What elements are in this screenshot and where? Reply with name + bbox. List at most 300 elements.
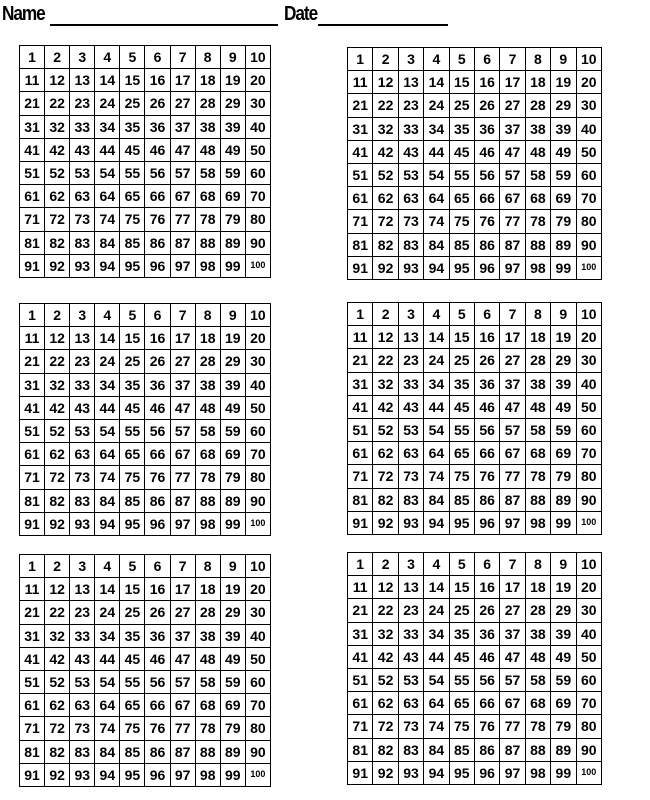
number-cell[interactable]: 31	[20, 624, 45, 647]
number-cell[interactable]: 68	[525, 187, 550, 210]
number-cell[interactable]: 25	[120, 92, 145, 115]
number-cell[interactable]: 5	[120, 304, 145, 327]
number-cell[interactable]: 45	[120, 138, 145, 161]
number-cell[interactable]: 43	[398, 645, 423, 668]
number-cell[interactable]: 100	[576, 511, 601, 534]
number-cell[interactable]: 49	[551, 140, 576, 163]
number-cell[interactable]: 92	[373, 761, 398, 784]
number-cell[interactable]: 66	[474, 442, 499, 465]
number-cell[interactable]: 57	[500, 418, 525, 441]
number-cell[interactable]: 56	[145, 670, 170, 693]
number-cell[interactable]: 86	[474, 488, 499, 511]
number-cell[interactable]: 65	[449, 187, 474, 210]
number-cell[interactable]: 72	[373, 210, 398, 233]
number-cell[interactable]: 79	[551, 715, 576, 738]
number-cell[interactable]: 72	[373, 715, 398, 738]
number-cell[interactable]: 49	[220, 647, 245, 670]
number-cell[interactable]: 28	[525, 349, 550, 372]
number-cell[interactable]: 11	[20, 578, 45, 601]
number-cell[interactable]: 66	[145, 443, 170, 466]
number-cell[interactable]: 75	[449, 715, 474, 738]
number-cell[interactable]: 98	[195, 763, 220, 786]
number-cell[interactable]: 2	[373, 553, 398, 576]
number-cell[interactable]: 1	[348, 303, 373, 326]
number-cell[interactable]: 84	[95, 740, 120, 763]
number-cell[interactable]: 70	[576, 692, 601, 715]
number-cell[interactable]: 63	[70, 185, 95, 208]
number-cell[interactable]: 54	[95, 161, 120, 184]
number-cell[interactable]: 82	[373, 488, 398, 511]
number-cell[interactable]: 85	[449, 488, 474, 511]
number-cell[interactable]: 14	[95, 578, 120, 601]
number-cell[interactable]: 19	[220, 327, 245, 350]
number-cell[interactable]: 71	[348, 715, 373, 738]
number-cell[interactable]: 74	[424, 210, 449, 233]
number-cell[interactable]: 86	[145, 489, 170, 512]
number-cell[interactable]: 70	[576, 187, 601, 210]
number-cell[interactable]: 33	[70, 373, 95, 396]
number-cell[interactable]: 74	[95, 208, 120, 231]
number-cell[interactable]: 79	[220, 466, 245, 489]
number-cell[interactable]: 20	[576, 326, 601, 349]
number-cell[interactable]: 23	[70, 92, 95, 115]
number-cell[interactable]: 64	[424, 187, 449, 210]
number-cell[interactable]: 4	[95, 555, 120, 578]
number-cell[interactable]: 30	[576, 599, 601, 622]
number-cell[interactable]: 9	[220, 555, 245, 578]
number-cell[interactable]: 32	[45, 373, 70, 396]
number-cell[interactable]: 67	[500, 692, 525, 715]
number-cell[interactable]: 23	[70, 350, 95, 373]
number-cell[interactable]: 48	[195, 647, 220, 670]
number-cell[interactable]: 80	[576, 715, 601, 738]
number-cell[interactable]: 59	[551, 418, 576, 441]
number-cell[interactable]: 11	[348, 326, 373, 349]
number-cell[interactable]: 88	[195, 489, 220, 512]
number-cell[interactable]: 22	[45, 350, 70, 373]
number-cell[interactable]: 20	[576, 576, 601, 599]
number-cell[interactable]: 2	[373, 303, 398, 326]
date-blank-line[interactable]	[318, 24, 448, 26]
number-cell[interactable]: 41	[20, 138, 45, 161]
number-cell[interactable]: 78	[525, 210, 550, 233]
number-cell[interactable]: 69	[220, 694, 245, 717]
number-cell[interactable]: 2	[45, 555, 70, 578]
number-cell[interactable]: 43	[70, 647, 95, 670]
number-cell[interactable]: 41	[348, 140, 373, 163]
number-cell[interactable]: 44	[95, 138, 120, 161]
number-cell[interactable]: 87	[170, 231, 195, 254]
number-cell[interactable]: 28	[195, 92, 220, 115]
number-cell[interactable]: 43	[70, 396, 95, 419]
number-cell[interactable]: 97	[170, 254, 195, 277]
number-cell[interactable]: 17	[170, 69, 195, 92]
number-cell[interactable]: 26	[474, 94, 499, 117]
number-cell[interactable]: 75	[449, 210, 474, 233]
number-cell[interactable]: 100	[245, 512, 270, 535]
number-cell[interactable]: 19	[551, 71, 576, 94]
number-cell[interactable]: 29	[551, 349, 576, 372]
number-cell[interactable]: 96	[145, 512, 170, 535]
number-cell[interactable]: 41	[348, 395, 373, 418]
number-cell[interactable]: 75	[120, 466, 145, 489]
number-cell[interactable]: 46	[474, 395, 499, 418]
number-cell[interactable]: 32	[45, 624, 70, 647]
number-cell[interactable]: 23	[398, 349, 423, 372]
number-cell[interactable]: 18	[525, 576, 550, 599]
number-cell[interactable]: 39	[220, 624, 245, 647]
number-cell[interactable]: 59	[551, 668, 576, 691]
number-cell[interactable]: 75	[449, 465, 474, 488]
number-cell[interactable]: 50	[576, 395, 601, 418]
number-cell[interactable]: 95	[120, 512, 145, 535]
number-cell[interactable]: 57	[170, 670, 195, 693]
number-cell[interactable]: 12	[373, 576, 398, 599]
number-cell[interactable]: 42	[45, 647, 70, 670]
number-cell[interactable]: 42	[373, 140, 398, 163]
number-cell[interactable]: 69	[220, 443, 245, 466]
number-cell[interactable]: 19	[220, 578, 245, 601]
number-cell[interactable]: 66	[145, 185, 170, 208]
number-cell[interactable]: 83	[70, 231, 95, 254]
number-cell[interactable]: 78	[525, 715, 550, 738]
number-cell[interactable]: 35	[449, 117, 474, 140]
number-cell[interactable]: 85	[120, 231, 145, 254]
number-cell[interactable]: 94	[95, 512, 120, 535]
number-cell[interactable]: 51	[348, 163, 373, 186]
number-cell[interactable]: 76	[145, 208, 170, 231]
number-cell[interactable]: 15	[449, 71, 474, 94]
number-cell[interactable]: 42	[45, 138, 70, 161]
number-cell[interactable]: 12	[45, 69, 70, 92]
number-cell[interactable]: 72	[45, 717, 70, 740]
number-cell[interactable]: 94	[95, 763, 120, 786]
number-cell[interactable]: 36	[474, 622, 499, 645]
number-cell[interactable]: 20	[245, 327, 270, 350]
number-cell[interactable]: 58	[195, 161, 220, 184]
number-cell[interactable]: 60	[576, 668, 601, 691]
number-cell[interactable]: 10	[576, 303, 601, 326]
number-cell[interactable]: 15	[449, 326, 474, 349]
number-cell[interactable]: 98	[195, 512, 220, 535]
number-cell[interactable]: 52	[373, 163, 398, 186]
number-cell[interactable]: 8	[195, 46, 220, 69]
number-cell[interactable]: 44	[424, 395, 449, 418]
number-cell[interactable]: 83	[398, 488, 423, 511]
number-cell[interactable]: 54	[424, 668, 449, 691]
number-cell[interactable]: 50	[245, 647, 270, 670]
number-cell[interactable]: 82	[45, 740, 70, 763]
number-cell[interactable]: 60	[576, 163, 601, 186]
number-cell[interactable]: 97	[500, 256, 525, 279]
number-cell[interactable]: 8	[195, 304, 220, 327]
number-cell[interactable]: 45	[449, 395, 474, 418]
number-cell[interactable]: 15	[120, 578, 145, 601]
number-cell[interactable]: 35	[120, 373, 145, 396]
number-cell[interactable]: 65	[120, 443, 145, 466]
number-cell[interactable]: 79	[551, 465, 576, 488]
number-cell[interactable]: 25	[449, 599, 474, 622]
number-cell[interactable]: 39	[220, 373, 245, 396]
number-cell[interactable]: 87	[500, 488, 525, 511]
number-cell[interactable]: 100	[576, 761, 601, 784]
number-cell[interactable]: 12	[373, 326, 398, 349]
number-cell[interactable]: 53	[70, 161, 95, 184]
number-cell[interactable]: 90	[576, 233, 601, 256]
number-cell[interactable]: 67	[500, 442, 525, 465]
number-cell[interactable]: 24	[424, 349, 449, 372]
number-cell[interactable]: 29	[551, 94, 576, 117]
number-cell[interactable]: 7	[500, 48, 525, 71]
number-cell[interactable]: 96	[145, 763, 170, 786]
number-cell[interactable]: 2	[373, 48, 398, 71]
number-cell[interactable]: 24	[95, 350, 120, 373]
number-cell[interactable]: 47	[500, 645, 525, 668]
number-cell[interactable]: 91	[20, 254, 45, 277]
number-cell[interactable]: 64	[95, 694, 120, 717]
number-cell[interactable]: 83	[70, 489, 95, 512]
number-cell[interactable]: 80	[576, 465, 601, 488]
number-cell[interactable]: 5	[449, 303, 474, 326]
number-cell[interactable]: 88	[525, 738, 550, 761]
number-cell[interactable]: 4	[424, 553, 449, 576]
number-cell[interactable]: 28	[195, 601, 220, 624]
number-cell[interactable]: 19	[220, 69, 245, 92]
number-cell[interactable]: 63	[398, 442, 423, 465]
number-cell[interactable]: 5	[120, 46, 145, 69]
number-cell[interactable]: 24	[424, 94, 449, 117]
number-cell[interactable]: 98	[525, 256, 550, 279]
number-cell[interactable]: 97	[170, 763, 195, 786]
number-cell[interactable]: 92	[45, 512, 70, 535]
number-cell[interactable]: 47	[500, 395, 525, 418]
number-cell[interactable]: 79	[220, 208, 245, 231]
number-cell[interactable]: 67	[170, 694, 195, 717]
number-cell[interactable]: 95	[449, 256, 474, 279]
number-cell[interactable]: 27	[170, 601, 195, 624]
number-cell[interactable]: 20	[245, 69, 270, 92]
number-cell[interactable]: 67	[170, 443, 195, 466]
number-cell[interactable]: 73	[70, 466, 95, 489]
number-cell[interactable]: 74	[95, 466, 120, 489]
number-cell[interactable]: 69	[551, 692, 576, 715]
number-cell[interactable]: 5	[120, 555, 145, 578]
number-cell[interactable]: 40	[245, 624, 270, 647]
number-cell[interactable]: 7	[170, 555, 195, 578]
number-cell[interactable]: 82	[373, 738, 398, 761]
number-cell[interactable]: 66	[474, 187, 499, 210]
number-cell[interactable]: 8	[525, 303, 550, 326]
number-cell[interactable]: 29	[220, 601, 245, 624]
number-cell[interactable]: 52	[45, 419, 70, 442]
number-cell[interactable]: 78	[525, 465, 550, 488]
number-cell[interactable]: 65	[449, 442, 474, 465]
number-cell[interactable]: 92	[45, 763, 70, 786]
number-cell[interactable]: 82	[45, 231, 70, 254]
number-cell[interactable]: 54	[95, 419, 120, 442]
number-cell[interactable]: 30	[245, 92, 270, 115]
number-cell[interactable]: 27	[500, 349, 525, 372]
number-cell[interactable]: 90	[245, 231, 270, 254]
number-cell[interactable]: 44	[95, 396, 120, 419]
number-cell[interactable]: 78	[195, 208, 220, 231]
number-cell[interactable]: 49	[551, 645, 576, 668]
number-cell[interactable]: 88	[525, 233, 550, 256]
number-cell[interactable]: 14	[95, 327, 120, 350]
number-cell[interactable]: 24	[424, 599, 449, 622]
number-cell[interactable]: 41	[20, 396, 45, 419]
number-cell[interactable]: 42	[373, 645, 398, 668]
number-cell[interactable]: 60	[245, 161, 270, 184]
number-cell[interactable]: 56	[145, 161, 170, 184]
number-cell[interactable]: 12	[45, 327, 70, 350]
number-cell[interactable]: 22	[45, 92, 70, 115]
number-cell[interactable]: 21	[348, 94, 373, 117]
number-cell[interactable]: 57	[500, 163, 525, 186]
number-cell[interactable]: 45	[120, 396, 145, 419]
number-cell[interactable]: 73	[398, 465, 423, 488]
number-cell[interactable]: 66	[474, 692, 499, 715]
number-cell[interactable]: 48	[525, 140, 550, 163]
number-cell[interactable]: 4	[95, 304, 120, 327]
number-cell[interactable]: 34	[95, 624, 120, 647]
number-cell[interactable]: 16	[145, 578, 170, 601]
number-cell[interactable]: 94	[424, 256, 449, 279]
number-cell[interactable]: 94	[95, 254, 120, 277]
number-cell[interactable]: 35	[120, 115, 145, 138]
number-cell[interactable]: 6	[145, 555, 170, 578]
number-cell[interactable]: 38	[195, 115, 220, 138]
number-cell[interactable]: 80	[576, 210, 601, 233]
number-cell[interactable]: 99	[551, 511, 576, 534]
number-cell[interactable]: 55	[449, 163, 474, 186]
number-cell[interactable]: 43	[398, 395, 423, 418]
number-cell[interactable]: 40	[576, 372, 601, 395]
number-cell[interactable]: 80	[245, 208, 270, 231]
number-cell[interactable]: 8	[525, 48, 550, 71]
number-cell[interactable]: 94	[424, 511, 449, 534]
number-cell[interactable]: 3	[398, 553, 423, 576]
number-cell[interactable]: 48	[195, 396, 220, 419]
number-cell[interactable]: 96	[474, 761, 499, 784]
number-cell[interactable]: 9	[551, 48, 576, 71]
number-cell[interactable]: 61	[20, 443, 45, 466]
number-cell[interactable]: 38	[525, 622, 550, 645]
number-cell[interactable]: 97	[500, 761, 525, 784]
number-cell[interactable]: 34	[424, 622, 449, 645]
number-cell[interactable]: 3	[398, 48, 423, 71]
number-cell[interactable]: 92	[373, 256, 398, 279]
number-cell[interactable]: 62	[45, 694, 70, 717]
number-cell[interactable]: 13	[70, 69, 95, 92]
number-cell[interactable]: 61	[348, 187, 373, 210]
number-cell[interactable]: 14	[424, 576, 449, 599]
number-cell[interactable]: 25	[120, 601, 145, 624]
number-cell[interactable]: 5	[449, 553, 474, 576]
number-cell[interactable]: 50	[576, 645, 601, 668]
number-cell[interactable]: 99	[220, 254, 245, 277]
number-cell[interactable]: 69	[551, 442, 576, 465]
number-cell[interactable]: 71	[20, 208, 45, 231]
number-cell[interactable]: 67	[170, 185, 195, 208]
number-cell[interactable]: 72	[45, 208, 70, 231]
number-cell[interactable]: 90	[576, 488, 601, 511]
number-cell[interactable]: 23	[398, 94, 423, 117]
number-cell[interactable]: 48	[195, 138, 220, 161]
number-cell[interactable]: 30	[576, 349, 601, 372]
number-cell[interactable]: 50	[245, 396, 270, 419]
number-cell[interactable]: 20	[576, 71, 601, 94]
number-cell[interactable]: 29	[220, 92, 245, 115]
number-cell[interactable]: 37	[170, 624, 195, 647]
number-cell[interactable]: 45	[449, 140, 474, 163]
number-cell[interactable]: 31	[348, 622, 373, 645]
number-cell[interactable]: 36	[474, 372, 499, 395]
number-cell[interactable]: 93	[70, 763, 95, 786]
number-cell[interactable]: 19	[551, 326, 576, 349]
number-cell[interactable]: 43	[70, 138, 95, 161]
number-cell[interactable]: 49	[220, 138, 245, 161]
number-cell[interactable]: 90	[576, 738, 601, 761]
number-cell[interactable]: 26	[145, 92, 170, 115]
number-cell[interactable]: 21	[348, 349, 373, 372]
number-cell[interactable]: 95	[449, 761, 474, 784]
number-cell[interactable]: 75	[120, 717, 145, 740]
number-cell[interactable]: 28	[195, 350, 220, 373]
number-cell[interactable]: 56	[145, 419, 170, 442]
number-cell[interactable]: 71	[348, 210, 373, 233]
number-cell[interactable]: 52	[45, 161, 70, 184]
number-cell[interactable]: 7	[500, 303, 525, 326]
number-cell[interactable]: 26	[474, 599, 499, 622]
number-cell[interactable]: 70	[245, 185, 270, 208]
number-cell[interactable]: 46	[145, 396, 170, 419]
number-cell[interactable]: 68	[525, 442, 550, 465]
number-cell[interactable]: 81	[348, 488, 373, 511]
number-cell[interactable]: 77	[170, 466, 195, 489]
number-cell[interactable]: 7	[170, 304, 195, 327]
number-cell[interactable]: 11	[348, 576, 373, 599]
number-cell[interactable]: 84	[424, 738, 449, 761]
number-cell[interactable]: 52	[373, 668, 398, 691]
number-cell[interactable]: 86	[474, 738, 499, 761]
number-cell[interactable]: 41	[20, 647, 45, 670]
number-cell[interactable]: 4	[424, 48, 449, 71]
number-cell[interactable]: 30	[576, 94, 601, 117]
number-cell[interactable]: 92	[373, 511, 398, 534]
number-cell[interactable]: 33	[70, 624, 95, 647]
number-cell[interactable]: 69	[551, 187, 576, 210]
number-cell[interactable]: 37	[500, 372, 525, 395]
number-cell[interactable]: 30	[245, 601, 270, 624]
number-cell[interactable]: 6	[474, 303, 499, 326]
number-cell[interactable]: 79	[220, 717, 245, 740]
number-cell[interactable]: 86	[474, 233, 499, 256]
number-cell[interactable]: 95	[120, 763, 145, 786]
number-cell[interactable]: 17	[170, 327, 195, 350]
number-cell[interactable]: 71	[20, 717, 45, 740]
number-cell[interactable]: 73	[398, 715, 423, 738]
number-cell[interactable]: 1	[348, 48, 373, 71]
number-cell[interactable]: 90	[245, 740, 270, 763]
number-cell[interactable]: 22	[373, 599, 398, 622]
number-cell[interactable]: 3	[70, 555, 95, 578]
number-cell[interactable]: 95	[120, 254, 145, 277]
number-cell[interactable]: 84	[424, 233, 449, 256]
number-cell[interactable]: 88	[525, 488, 550, 511]
number-cell[interactable]: 17	[170, 578, 195, 601]
number-cell[interactable]: 95	[449, 511, 474, 534]
